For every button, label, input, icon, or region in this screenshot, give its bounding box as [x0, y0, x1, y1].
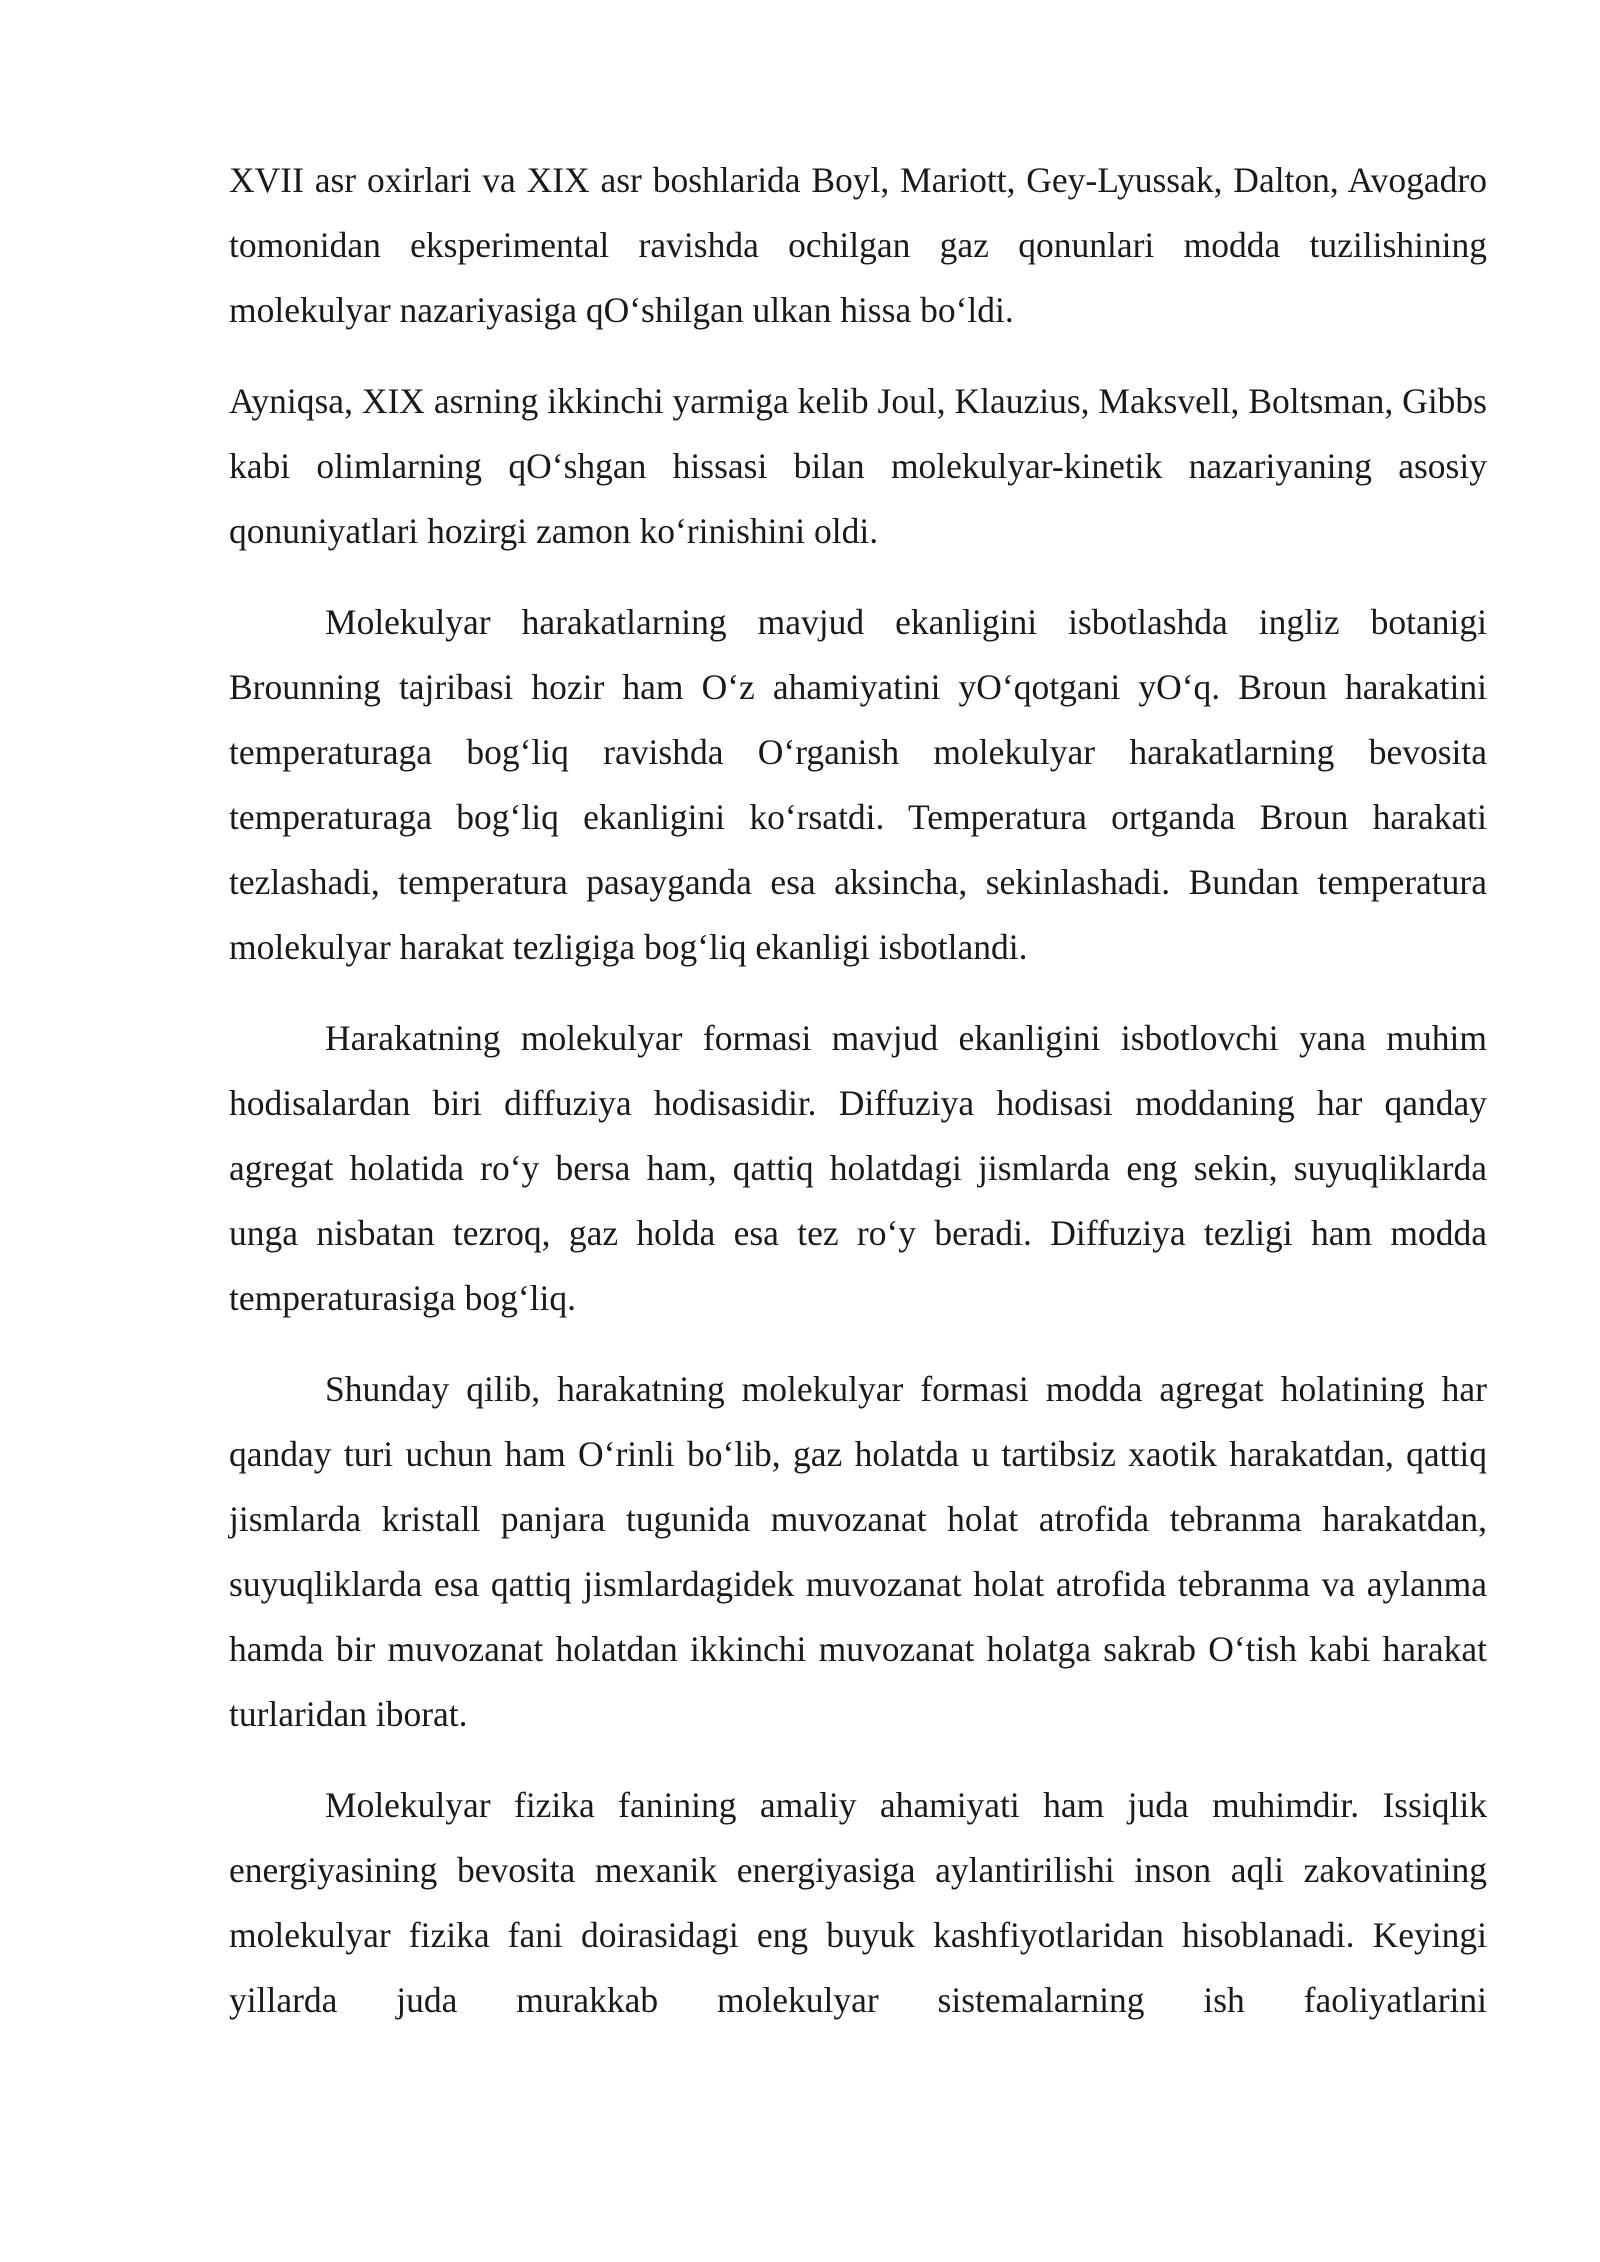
- paragraph-gas-laws: XVII asr oxirlari va XIX asr boshlarida Boyl, Mariott, Gey-Lyussak, Dalton, Avogadro tomonidan eksperimental ravishda ochilgan gaz qonunlari modda tuzilishining molekulyar nazariyasiga qO‘shilgan ulkan hissa bo‘ldi.: [229, 160, 1487, 330]
- document-page: [229, 148, 1487, 2059]
- paragraph-aggregate-states: Shunday qilib, harakatning molekulyar formasi modda agregat holatining har qanday turi uchun ham O‘rinli bo‘lib, gaz holatda u tartibsiz xaotik harakatdan, qattiq jismlarda kristall panjara tugunida muvozanat holat atrofida tebranma harakatdan, suyuqliklarda esa qattiq jismlardagidek muvozanat holat atrofida tebranma va aylanma hamda bir muvozanat holatdan ikkinchi muvozanat holatga sakrab O‘tish kabi harakat turlaridan iborat.: [229, 1369, 1487, 1734]
- paragraph-molecular-kinetic-theory: Ayniqsa, XIX asrning ikkinchi yarmiga kelib Joul, Klauzius, Maksvell, Boltsman, Gibbs kabi olimlarning qO‘shgan hissasi bilan molekulyar-kinetik nazariyaning asosiy qonuniyatlari hozirgi zamon ko‘rinishini oldi.: [229, 381, 1487, 551]
- paragraph-brownian-motion: Molekulyar harakatlarning mavjud ekanligini isbotlashda ingliz botanigi Brounning tajribasi hozir ham O‘z ahamiyatini yO‘qotgani yO‘q. Broun harakatini temperaturaga bog‘liq ravishda O‘rganish molekulyar harakatlarning bevosita temperaturaga bog‘liq ekanligini ko‘rsatdi. Temperatura ortganda Broun harakati tezlashadi, temperatura pasayganda esa aksincha, sekinlashadi. Bundan temperatura molekulyar harakat tezligiga bog‘liq ekanligi isbotlandi.: [229, 602, 1487, 967]
- paragraph-diffusion: Harakatning molekulyar formasi mavjud ekanligini isbotlovchi yana muhim hodisalardan biri diffuziya hodisasidir. Diffuziya hodisasi moddaning har qanday agregat holatida ro‘y bersa ham, qattiq holatdagi jismlarda eng sekin, suyuqliklarda unga nisbatan tezroq, gaz holda esa tez ro‘y beradi. Diffuziya tezligi ham modda temperaturasiga bog‘liq.: [229, 1018, 1487, 1318]
- paragraph-practical-importance: Molekulyar fizika fanining amaliy ahamiyati ham juda muhimdir. Issiqlik energiyasining bevosita mexanik energiyasiga aylantirilishi inson aqli zakovatining molekulyar fizika fani doirasidagi eng buyuk kashfiyotlaridan hisoblanadi. Keyingi yillarda juda murakkab molekulyar sistemalarning ish faoliyatlarini: [229, 1785, 1487, 2020]
